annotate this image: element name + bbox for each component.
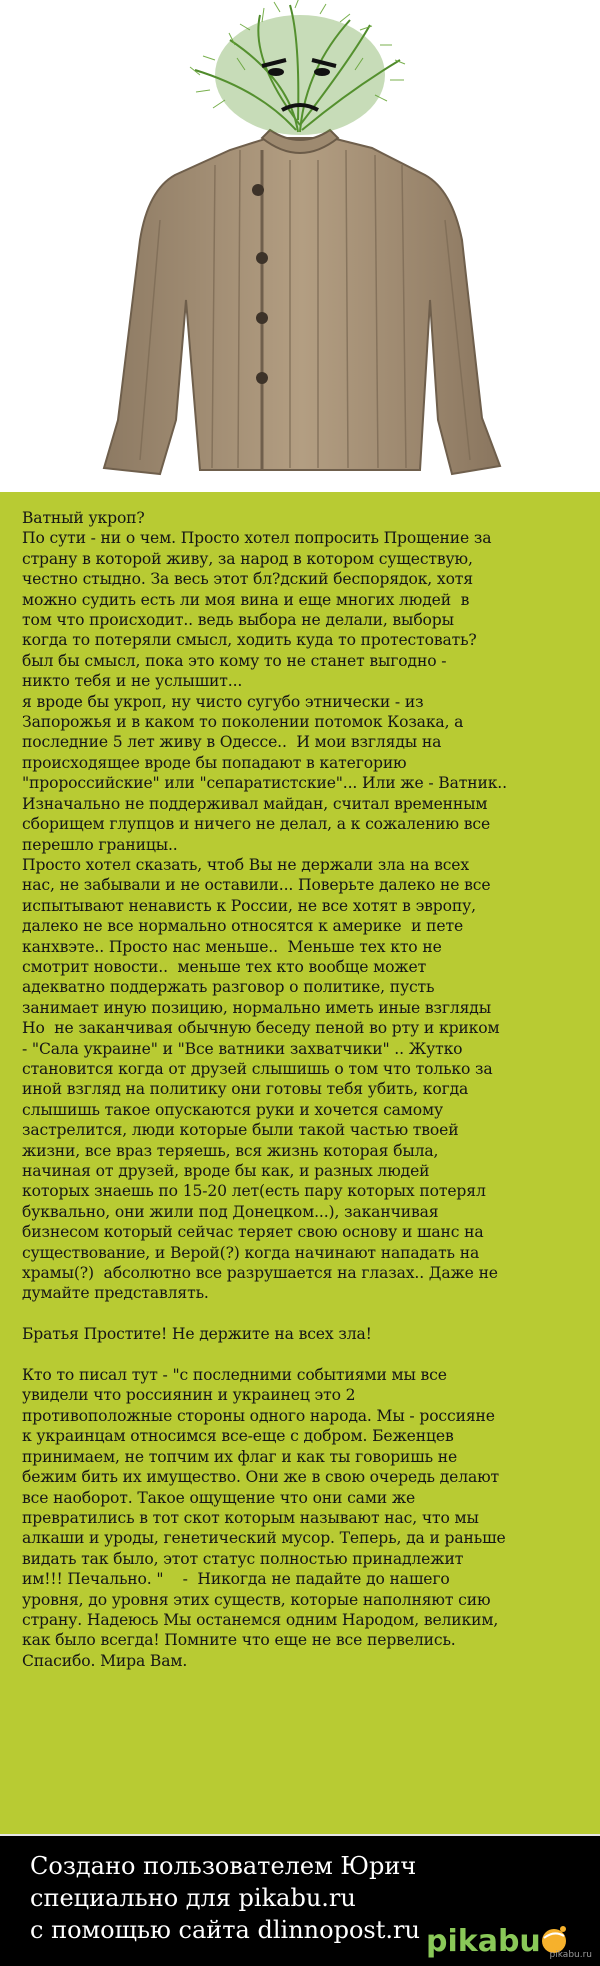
post-line: нас, не забывали и не оставили... Поверьте далеко не все [22,876,491,895]
post-line: буквально, они жили под Донецком...), заканчивая [22,1202,439,1221]
post-line: слышишь такое опускаются руки и хочется самому [22,1100,444,1119]
post-line: адекватно поддержать разговор о политике, пусть [22,978,435,997]
credits-line-author: Создано пользователем Юрич [30,1852,417,1880]
post-line: иной взгляд на политику они готовы тебя убить, когда [22,1080,469,1099]
post-line: Братья Простите! Не держите на всех зла! [22,1325,372,1344]
post-line: смотрит новости.. меньше тех кто вообще может [22,957,427,976]
post-line: последние 5 лет живу в Одессе.. И мои взгляды на [22,733,442,752]
post-line: когда то потеряли смысл, ходить куда то протестовать? [22,631,477,650]
post-line: страну. Надеюсь Мы останемся одним Народом, великим, [22,1610,499,1629]
post-line: Но не заканчивая обычную беседу пеной во рту и криком [22,1019,500,1038]
post-line: честно стыдно. За весь этот бл?дский беспорядок, хотя [22,570,473,589]
post-line: существование, и Верой(?) когда начинают нападать на [22,1243,480,1262]
post-line: Ватный укроп? [22,509,145,527]
post-line: застрелится, люди которые были такой частью твоей [22,1121,459,1140]
credits-line-site: с помощью сайта dlinnopost.ru [30,1916,420,1944]
post-text-panel [0,492,600,1834]
post-line: сборищем глупцов и ничего не делал, а к сожалению все [22,815,491,834]
post-line: можно судить есть ли моя вина и еще многих людей в [22,590,470,609]
dill-jacket-illustration-icon [0,0,600,492]
post-line: далеко не все нормально относятся к америке и пете [22,917,464,936]
post-text [22,508,588,1671]
post-line: "пророссийские" или "сепаратистские"... Или же - Ватник.. [22,774,507,793]
post-line: которых знаешь по 15-20 лет(есть пару которых потерял [22,1182,486,1201]
post-line: увидели что россиянин и украинец это 2 [22,1386,356,1405]
post-line: противоположные стороны одного народа. Мы - россияне [22,1406,495,1425]
post-line: бизнесом который сейчас теряет свою основу и шанс на [22,1223,484,1242]
illustration [0,0,600,492]
credits [30,1850,420,1946]
post-line: перешло границы.. [22,835,178,854]
credits-line-for: специально для pikabu.ru [30,1884,356,1912]
post-line: никто тебя и не услышит... [22,672,243,691]
post-line: как было всегда! Помните что еще не все первелись. [22,1631,456,1650]
watermark-site: pikabu.ru [549,1950,592,1960]
footer [0,1834,600,1966]
post-line: начиная от друзей, вроде бы как, и разных людей [22,1162,430,1180]
post-line: жизни, все враз теряешь, вся жизнь которая была, [22,1141,439,1160]
post-line: Просто хотел сказать, чтоб Вы не держали зла на всех [22,855,470,874]
post-line: испытывают ненависть к России, не все хотят в эвропу, [22,896,476,915]
post-line: к украинцам относимся все-еще с добром. Беженцев [22,1427,454,1446]
post-line: происходящее вроде бы попадают в категорию [22,753,407,772]
post-line: бежим бить их имущество. Они же в свою очередь делают [22,1468,500,1487]
post-line: канхвэте.. Просто нас меньше.. Меньше тех кто не [22,937,442,956]
post-line: страну в которой живу, за народ в котором существую, [22,549,473,568]
post-line: все наоборот. Такое ощущение что они сами же [22,1488,416,1507]
pikabu-ball-icon [542,1926,566,1953]
post-line: занимает иную позицию, нормально иметь иные взгляды [22,998,492,1017]
post-line [22,1345,588,1365]
post-line: был бы смысл, пока это кому то не станет выгодно - [22,651,447,670]
post-line: думайте представлять. [22,1284,209,1303]
post-line: принимаем, не топчим их флаг и как ты говоришь не [22,1447,458,1466]
post-line: храмы(?) абсолютно все разрушается на глазах.. Даже не [22,1264,498,1283]
post-line: видать так было, этот статус полностью принадлежит [22,1549,464,1568]
post-line: По сути - ни о чем. Просто хотел попросить Прощение за [22,529,492,548]
post-line: - "Сала украине" и "Все ватники захватчики" .. Жутко [22,1039,463,1058]
footer-divider [0,1834,600,1836]
post-line: алкаши и уроды, генетический мусор. Теперь, да и раньше [22,1529,506,1548]
post-line [22,1304,588,1324]
post-line: им!!! Печально. " - Никогда не падайте до нашего [22,1570,450,1589]
pikabu-logo-text: pikabu [426,1924,541,1959]
post-line: уровня, до уровня этих существ, которые наполняют сию [22,1590,491,1609]
post-line: Кто то писал тут - "с последними событиями мы все [22,1366,447,1385]
post-line: Запорожья и в каком то поколении потомок Козака, а [22,713,464,732]
post-line: Спасибо. Мира Вам. [22,1651,188,1670]
post-line: я вроде бы укроп, ну чисто сугубо этнически - из [22,692,424,711]
post-line: превратились в тот скот которым называют нас, что мы [22,1508,479,1527]
post-line: том что происходит.. ведь выбора не делали, выборы [22,611,454,630]
post-line: Изначально не поддерживал майдан, считал временным [22,794,488,813]
post-line: становится когда от друзей слышишь о том что только за [22,1059,493,1078]
